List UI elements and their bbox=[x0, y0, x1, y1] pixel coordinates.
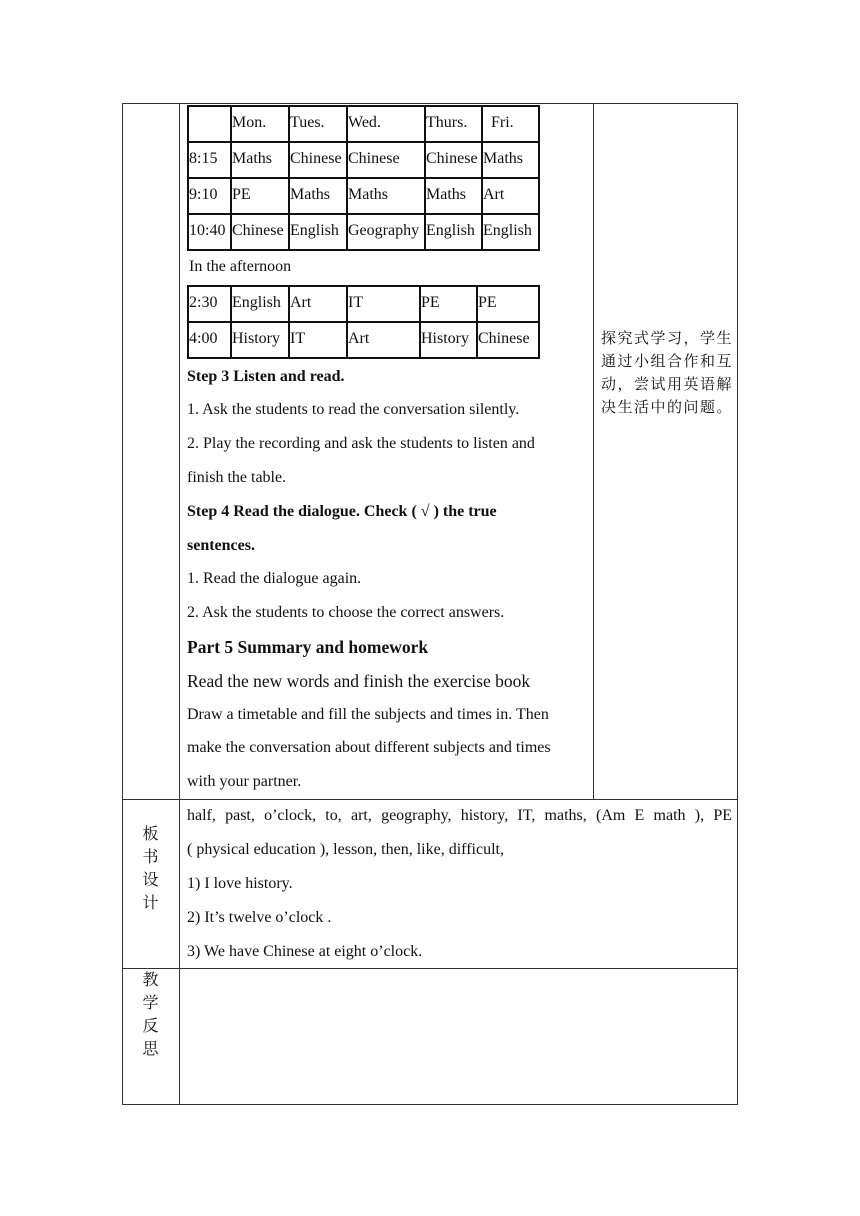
step4-item-1: 1. Read the dialogue again. bbox=[187, 570, 362, 587]
timetable-cell: PE bbox=[478, 294, 497, 311]
timetable-cell: Maths bbox=[290, 186, 330, 203]
timetable-cell: English bbox=[426, 222, 475, 239]
part5-line-4: with your partner. bbox=[187, 773, 302, 790]
timetable-cell: 9:10 bbox=[189, 186, 218, 203]
timetable-cell: History bbox=[232, 330, 280, 347]
timetable-cell: Chinese bbox=[426, 150, 478, 167]
sentence-2: 2) It’s twelve o’clock . bbox=[187, 909, 332, 926]
part5-title: Part 5 Summary and homework bbox=[187, 637, 429, 657]
timetable-cell: Chinese bbox=[232, 222, 284, 239]
timetable-header-cell: Wed. bbox=[348, 114, 381, 131]
timetable-cell: 4:00 bbox=[189, 330, 218, 347]
timetable-cell: English bbox=[232, 294, 281, 311]
timetable-cell: 8:15 bbox=[189, 150, 218, 167]
board-label-char-1: 板 bbox=[142, 824, 159, 843]
board-label-char-4: 计 bbox=[142, 893, 159, 912]
timetable-cell: Art bbox=[290, 294, 312, 311]
column-divider-right bbox=[593, 103, 594, 799]
timetable-cell: Art bbox=[483, 186, 505, 203]
board-design-content bbox=[187, 799, 732, 969]
timetable-cell: Chinese bbox=[348, 150, 400, 167]
step4-title: Step 4 Read the dialogue. Check ( √ ) the true bbox=[187, 503, 497, 520]
timetable-cell: PE bbox=[421, 294, 440, 311]
timetable-cell: 2:30 bbox=[189, 294, 218, 311]
teaching-note: 探究式学习，学生通过小组合作和互动，尝试用英语解决生活中的问题。 bbox=[601, 329, 734, 416]
vocab-line-2: ( physical education ), lesson, then, like, difficult, bbox=[187, 841, 504, 858]
reflection-label-char-1: 教 bbox=[142, 970, 159, 989]
timetable-cell: Maths bbox=[426, 186, 466, 203]
step3-title: Step 3 Listen and read. bbox=[187, 368, 345, 385]
timetable-cell: 10:40 bbox=[189, 222, 226, 239]
board-label-char-2: 书 bbox=[142, 847, 159, 866]
timetable-cell: Maths bbox=[232, 150, 272, 167]
timetable-cell: Geography bbox=[348, 222, 420, 239]
reflection-label-char-4: 思 bbox=[142, 1039, 159, 1058]
sentence-3: 3) We have Chinese at eight o’clock. bbox=[187, 943, 423, 960]
timetable-cell: IT bbox=[290, 330, 306, 347]
step4-item-2: 2. Ask the students to choose the correct answers. bbox=[187, 604, 505, 621]
timetable-cell: Maths bbox=[348, 186, 388, 203]
timetable-header-cell: Fri. bbox=[491, 114, 514, 131]
timetable-cell: English bbox=[290, 222, 339, 239]
step3-item-1: 1. Ask the students to read the conversation silently. bbox=[187, 401, 520, 418]
timetable-cell: Chinese bbox=[478, 330, 530, 347]
part5-line-1: Read the new words and finish the exercise book bbox=[187, 671, 531, 691]
timetable-cell: IT bbox=[348, 294, 364, 311]
timetable-header-cell: Tues. bbox=[290, 114, 325, 131]
reflection-label-char-3: 反 bbox=[142, 1016, 159, 1035]
vocab-line-1: half, past, o’clock, to, art, geography, history, IT, maths, (Am E math ), PE bbox=[187, 807, 732, 824]
step4-title-cont: sentences. bbox=[187, 537, 255, 554]
timetable-header-cell: Mon. bbox=[232, 114, 267, 131]
step3-item-3: finish the table. bbox=[187, 469, 287, 486]
timetable-cell: Maths bbox=[483, 150, 523, 167]
timetable-cell-box bbox=[187, 105, 232, 143]
afternoon-label: In the afternoon bbox=[189, 258, 292, 275]
board-design-label bbox=[122, 822, 179, 914]
timetable-header-cell: Thurs. bbox=[426, 114, 468, 131]
column-divider-left bbox=[179, 103, 180, 1105]
timetable-cell: PE bbox=[232, 186, 251, 203]
step3-item-2: 2. Play the recording and ask the students to listen and bbox=[187, 435, 535, 452]
part5-line-3: make the conversation about different subjects and times bbox=[187, 739, 551, 756]
reflection-label-char-2: 学 bbox=[142, 993, 159, 1012]
timetable-cell: Chinese bbox=[290, 150, 342, 167]
timetable-cell: English bbox=[483, 222, 532, 239]
board-label-char-3: 设 bbox=[142, 870, 159, 889]
sentence-1: 1) I love history. bbox=[187, 875, 293, 892]
timetable-cell: Art bbox=[348, 330, 370, 347]
part5-line-2: Draw a timetable and fill the subjects and times in. Then bbox=[187, 706, 549, 723]
timetable-cell: History bbox=[421, 330, 469, 347]
reflection-label bbox=[122, 968, 179, 1060]
